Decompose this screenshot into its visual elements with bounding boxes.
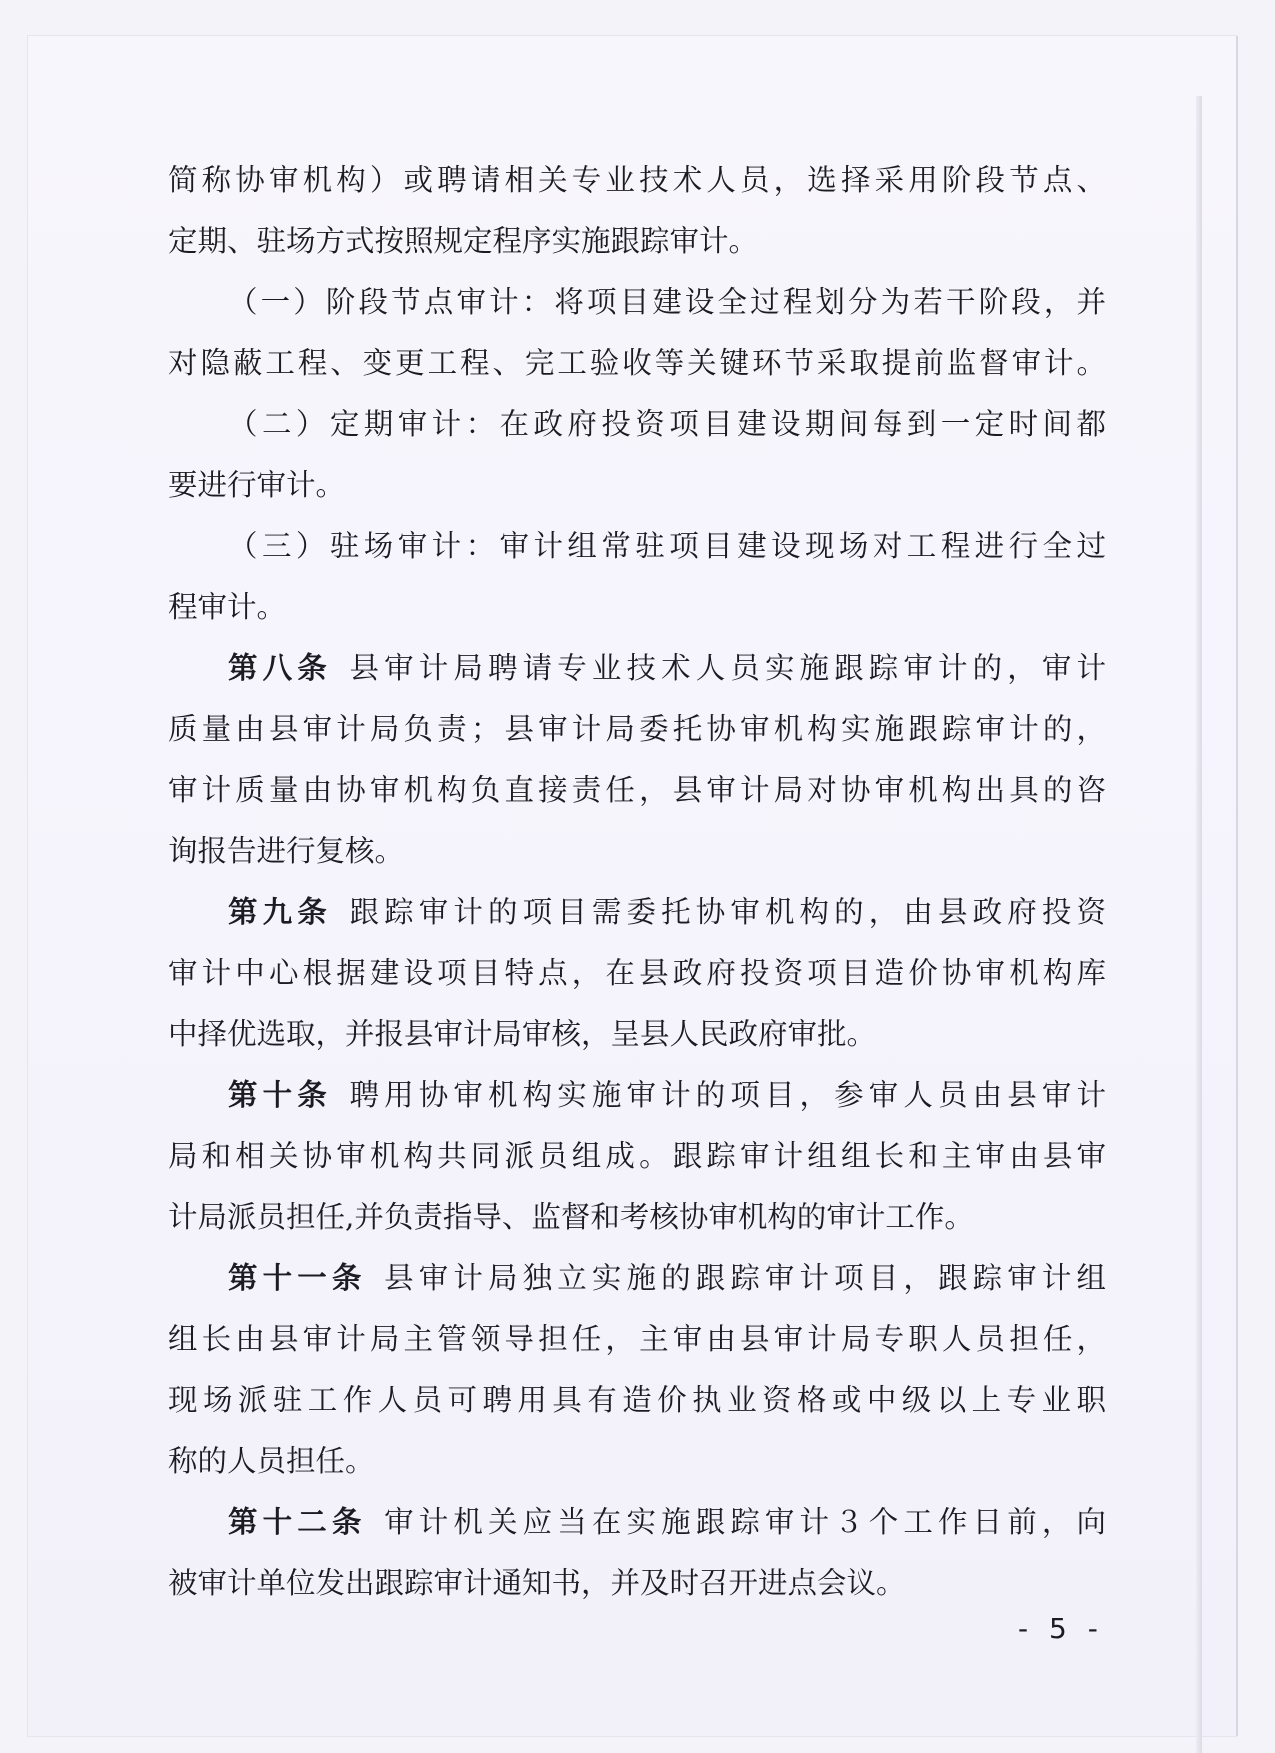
text-line: 审计质量由协审机构负直接责任，县审计局对协审机构出具的咨	[168, 773, 1106, 807]
article-number: 第十条	[228, 1078, 332, 1112]
text-line: 县审计局独立实施的跟踪审计项目，跟踪审计组	[384, 1261, 1106, 1295]
article-11-first-line	[168, 1248, 1106, 1309]
text-line: 询报告进行复核。	[168, 834, 405, 868]
text-line: 计局派员担任,并负责指导、监督和考核协审机构的审计工作。	[168, 1200, 974, 1234]
text-line: 称的人员担任。	[168, 1444, 375, 1478]
text-line: 组长由县审计局主管领导担任，主审由县审计局专职人员担任，	[168, 1322, 1106, 1356]
text-line: （三）驻场审计：审计组常驻项目建设现场对工程进行全过	[228, 529, 1106, 563]
text-line: 现场派驻工作人员可聘用具有造价执业资格或中级以上专业职	[168, 1383, 1106, 1417]
text-line: 被审计单位发出跟踪审计通知书，并及时召开进点会议。	[168, 1566, 906, 1600]
page-number: - 5 -	[1018, 1612, 1104, 1645]
text-line: 定期、驻场方式按照规定程序实施跟踪审计。	[168, 224, 759, 258]
text-line: 局和相关协审机构共同派员组成。跟踪审计组组长和主审由县审	[168, 1139, 1106, 1173]
article-number: 第十一条	[228, 1261, 367, 1295]
article-number: 第八条	[228, 651, 332, 685]
text-line: （二）定期审计：在政府投资项目建设期间每到一定时间都	[228, 407, 1106, 441]
text-line: 中择优选取，并报县审计局审核，呈县人民政府审批。	[168, 1017, 877, 1051]
text-line: （一）阶段节点审计：将项目建设全过程划分为若干阶段，并	[228, 285, 1106, 319]
text-line: 聘用协审机构实施审计的项目，参审人员由县审计	[349, 1078, 1106, 1112]
text-line: 县审计局聘请专业技术人员实施跟踪审计的，审计	[349, 651, 1106, 685]
text-line: 对隐蔽工程、变更工程、完工验收等关键环节采取提前监督审计。	[168, 346, 1106, 380]
text-line: 跟踪审计的项目需委托协审机构的，由县政府投资	[349, 895, 1106, 929]
article-8-first-line	[168, 638, 1106, 699]
document-body	[168, 150, 1106, 1614]
text-line: 审计机关应当在实施跟踪审计３个工作日前，向	[384, 1505, 1106, 1539]
text-line: 审计中心根据建设项目特点，在县政府投资项目造价协审机构库	[168, 956, 1106, 990]
text-line: 简称协审机构）或聘请相关专业技术人员，选择采用阶段节点、	[168, 163, 1106, 197]
article-number: 第九条	[228, 895, 332, 929]
paper-edge	[1196, 96, 1202, 1753]
article-12-first-line	[168, 1492, 1106, 1553]
article-number: 第十二条	[228, 1505, 367, 1539]
text-line: 程审计。	[168, 590, 287, 624]
text-line: 要进行审计。	[168, 468, 346, 502]
article-10-first-line	[168, 1065, 1106, 1126]
article-9-first-line	[168, 882, 1106, 943]
text-line: 质量由县审计局负责；县审计局委托协审机构实施跟踪审计的，	[168, 712, 1106, 746]
